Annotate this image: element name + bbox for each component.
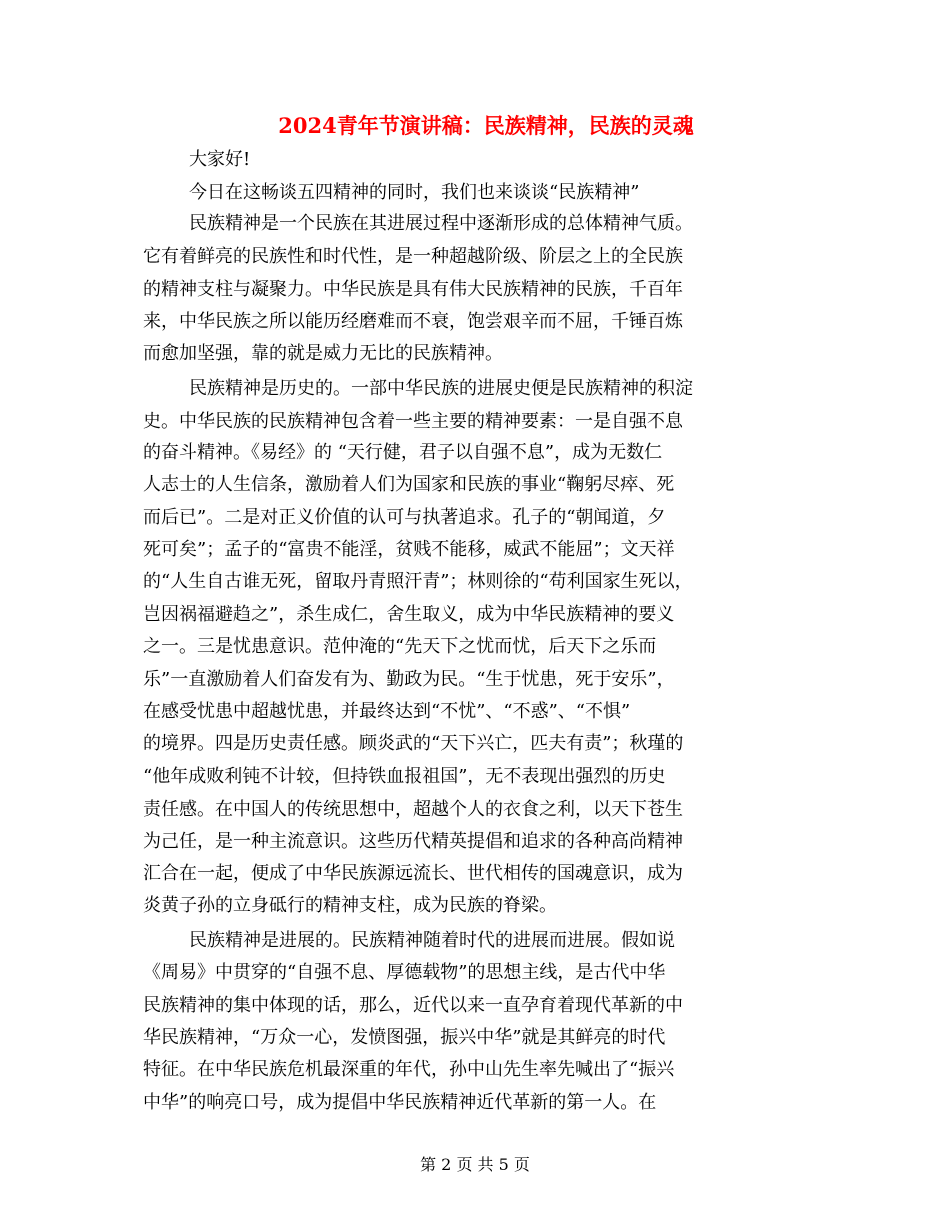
text-line: 《周易》中贯穿的“自强不息、厚德载物”的思想主线，是古代中华 (143, 962, 666, 983)
text-line: 民族精神是进展的。民族精神随着时代的进展而进展。假如说 (189, 930, 675, 951)
text-line: 史。中华民族的民族精神包含着一些主要的精神要素：一是自强不息 (143, 411, 683, 432)
text-line: 责任感。在中国人的传统思想中，超越个人的衣食之利，以天下苍生 (143, 799, 683, 820)
text-line: 中华”的响亮口号，成为提倡中华民族精神近代革新的第一人。在 (143, 1092, 657, 1113)
text-line: 之一。三是忧患意识。范仲淹的“先天下之忧而忧，后天下之乐而 (143, 636, 657, 657)
text-line: 它有着鲜亮的民族性和时代性，是一种超越阶级、阶层之上的全民族 (143, 246, 683, 267)
text-line: 华民族精神，“万众一心，发愤图强，振兴中华”就是其鲜亮的时代 (143, 1027, 666, 1048)
text-line: 民族精神是一个民族在其进展过程中逐渐形成的总体精神气质。 (189, 213, 693, 234)
text-line: 死可矣”；孟子的“富贵不能淫，贫贱不能移，威武不能屈”；文天祥 (143, 539, 675, 560)
text-line: “他年成败利钝不计较，但持铁血报祖国”，无不表现出强烈的历史 (143, 766, 666, 787)
text-line: 民族精神的集中体现的话，那么，近代以来一直孕育着现代革新的中 (143, 995, 683, 1016)
text-line: 而后已”。二是对正义价值的认可与执著追求。孔子的“朝闻道，夕 (143, 507, 666, 528)
text-line: 人志士的人生信条，激励着人们为国家和民族的事业“鞠躬尽瘁、死 (143, 474, 675, 495)
text-line: 的精神支柱与凝聚力。中华民族是具有伟大民族精神的民族，千百年 (143, 279, 683, 300)
text-line: 炎黄子孙的立身砥行的精神支柱，成为民族的脊梁。 (143, 895, 557, 916)
text-line: 而愈加坚强，靠的就是威力无比的民族精神。 (143, 343, 503, 364)
text-line: 来，中华民族之所以能历经磨难而不衰，饱尝艰辛而不屈，千锤百炼 (143, 311, 683, 332)
document-title: 2024青年节演讲稿：民族精神，民族的灵魂 (278, 113, 694, 138)
text-line: 为己任，是一种主流意识。这些历代精英提倡和追求的各种高尚精神 (143, 831, 683, 852)
text-line: 在感受忧患中超越忧患，并最终达到“不忧”、“不惑”、“不惧” (143, 701, 631, 722)
text-line: 岂因祸福避趋之”，杀生成仁，舍生取义，成为中华民族精神的要义 (143, 604, 675, 625)
text-line: 特征。在中华民族危机最深重的年代，孙中山先生率先喊出了“振兴 (143, 1059, 675, 1080)
text-line: 今日在这畅谈五四精神的同时，我们也来谈谈“民族精神” (189, 182, 640, 203)
text-line: 大家好! (189, 149, 251, 170)
text-line: 的“人生自古谁无死，留取丹青照汗青”；林则徐的“苟利国家生死以， (143, 571, 693, 592)
page-footer: 第 2 页 共 5 页 (420, 1155, 530, 1174)
text-line: 汇合在一起，便成了中华民族源远流长、世代相传的国魂意识，成为 (143, 863, 683, 884)
text-line: 乐”一直激励着人们奋发有为、勤政为民。“生于忧患，死于安乐”， (143, 669, 675, 690)
text-line: 民族精神是历史的。一部中华民族的进展史便是民族精神的积淀 (189, 378, 693, 399)
text-line: 的境界。四是历史责任感。顾炎武的“天下兴亡，匹夫有责”；秋瑾的 (143, 733, 684, 754)
text-line: 的奋斗精神。《易经》的 “天行健，君子以自强不息”，成为无数仁 (143, 442, 663, 463)
